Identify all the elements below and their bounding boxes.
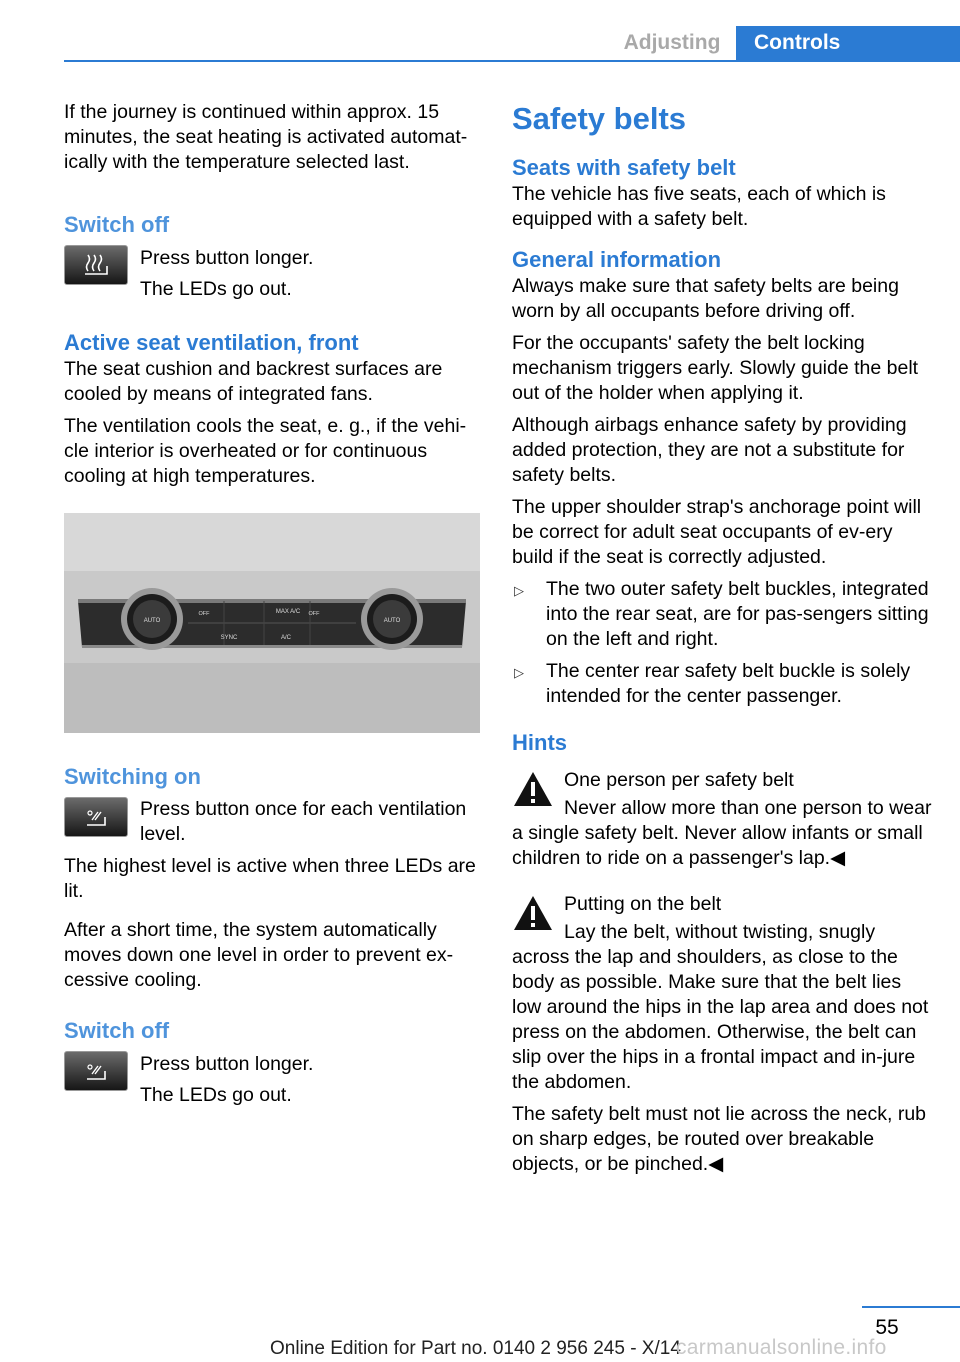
panel-ac-label: A/C: [280, 635, 292, 641]
switching-on-paragraph-2: After a short time, the system automatically moves down one level in order to prevent ex‐cessive cooling.: [64, 919, 454, 991]
general-paragraph-4: The upper shoulder strap's anchorage point will be correct for adult seat occupants of ev‐ery build if the seat is correctly adjusted.: [512, 496, 922, 568]
switching-on-heading: Switching on: [64, 764, 201, 789]
watermark: carmanualsonline.info: [676, 1336, 887, 1359]
left-column: [64, 100, 482, 1111]
warning-putting-on-belt: [512, 889, 932, 1177]
bullet-triangle-icon: ▷: [514, 665, 524, 680]
warning-text-2: Lay the belt, without twisting, snugly across the lap and shoulders, as close to the body as possible. Make sure that the belt lies low around the hips in the lap area and does not press on the abdomen. Otherwise, the belt can slip over the hips in a frontal impact and in‐jure the abdomen.: [512, 921, 929, 1093]
intro-paragraph: If the journey is continued within approx. 15 minutes, the seat heating is activated automat‐ically with the temperature selected last.: [64, 101, 468, 173]
seat-heating-button-icon: [64, 245, 128, 285]
general-paragraph-1: Always make sure that safety belts are being worn by all occupants before driving off.: [512, 275, 899, 322]
panel-auto-right-label: AUTO: [383, 618, 401, 624]
switching-on-instruction: Press button once for each ventilation level.: [140, 798, 467, 845]
switching-on-paragraph-1: The highest level is active when three LEDs are lit.: [64, 855, 476, 902]
list-item: ▷ The center rear safety belt buckle is solely intended for the center passenger.: [514, 660, 911, 707]
general-heading: General information: [512, 247, 722, 272]
warning-text-1: Never allow more than one person to wear a single safety belt. Never allow infants or small children to ride on a passenger's lap.◀: [512, 797, 932, 869]
general-paragraph-3: Although airbags enhance safety by providing added protection, they are not a substitute for safety belts.: [512, 414, 907, 486]
switch-off-instruction: Press button longer.: [140, 247, 314, 269]
page-title: Safety belts: [512, 101, 687, 136]
seat-ventilation-button-icon: [64, 797, 128, 837]
switch-off-result: The LEDs go out.: [140, 278, 292, 300]
ventilation-paragraph-2: The ventilation cools the seat, e. g., if the vehi‐cle interior is overheated or for continuous cooling at high temperatures.: [64, 415, 467, 487]
ventilation-heading: Active seat ventilation, front: [64, 330, 359, 355]
panel-auto-left-label: AUTO: [143, 618, 161, 624]
header-section: Adjusting: [623, 31, 721, 54]
warning-title-2: Putting on the belt: [564, 893, 722, 915]
seats-paragraph: The vehicle has five seats, each of which is equipped with a safety belt.: [512, 183, 886, 230]
switch-off-instruction-2: Press button longer.: [140, 1053, 314, 1075]
warning-title-1: One person per safety belt: [564, 769, 794, 791]
panel-off-label-2: OFF: [308, 611, 320, 617]
header-rule: [64, 60, 960, 62]
warning-icon: [512, 769, 554, 809]
panel-sync-label: SYNC: [220, 635, 238, 641]
climate-control-panel-image: [64, 513, 480, 733]
header-chapter: Controls: [736, 26, 960, 60]
bullet-triangle-icon: ▷: [514, 583, 524, 598]
ventilation-button-row-on: [64, 795, 482, 847]
seat-ventilation-button-icon-2: [64, 1051, 128, 1091]
panel-off-label-1: OFF: [198, 611, 210, 617]
warning-one-person: [512, 765, 932, 871]
footer-rule: [862, 1306, 960, 1308]
ventilation-paragraph-1: The seat cushion and backrest surfaces are cooled by means of integrated fans.: [64, 358, 443, 405]
right-column: [512, 100, 932, 1177]
switch-off-heading-2: Switch off: [64, 1018, 170, 1043]
seat-heating-button-row: [64, 243, 482, 305]
hints-heading: Hints: [512, 730, 567, 755]
ventilation-button-row-off: [64, 1049, 482, 1111]
seats-heading: Seats with safety belt: [512, 155, 736, 180]
page-number: 55: [875, 1316, 899, 1339]
footer-edition: Online Edition for Part no. 0140 2 956 245 - X/14: [270, 1338, 681, 1359]
switch-off-result-2: The LEDs go out.: [140, 1084, 292, 1106]
buckle-list: [512, 577, 932, 709]
switch-off-heading: Switch off: [64, 212, 170, 237]
warning-icon: [512, 893, 554, 933]
general-paragraph-2: For the occupants' safety the belt locking mechanism triggers early. Slowly guide the belt out of the holder when applying it.: [512, 332, 919, 404]
panel-max-ac-label: MAX A/C: [275, 609, 301, 615]
warning-text-2b: The safety belt must not lie across the neck, rub on sharp edges, be routed over breakable objects, or be pinched.◀: [512, 1103, 927, 1175]
list-item: ▷ The two outer safety belt buckles, integrated into the rear seat, are for pas‐sengers sitting on the left and right.: [514, 578, 929, 650]
